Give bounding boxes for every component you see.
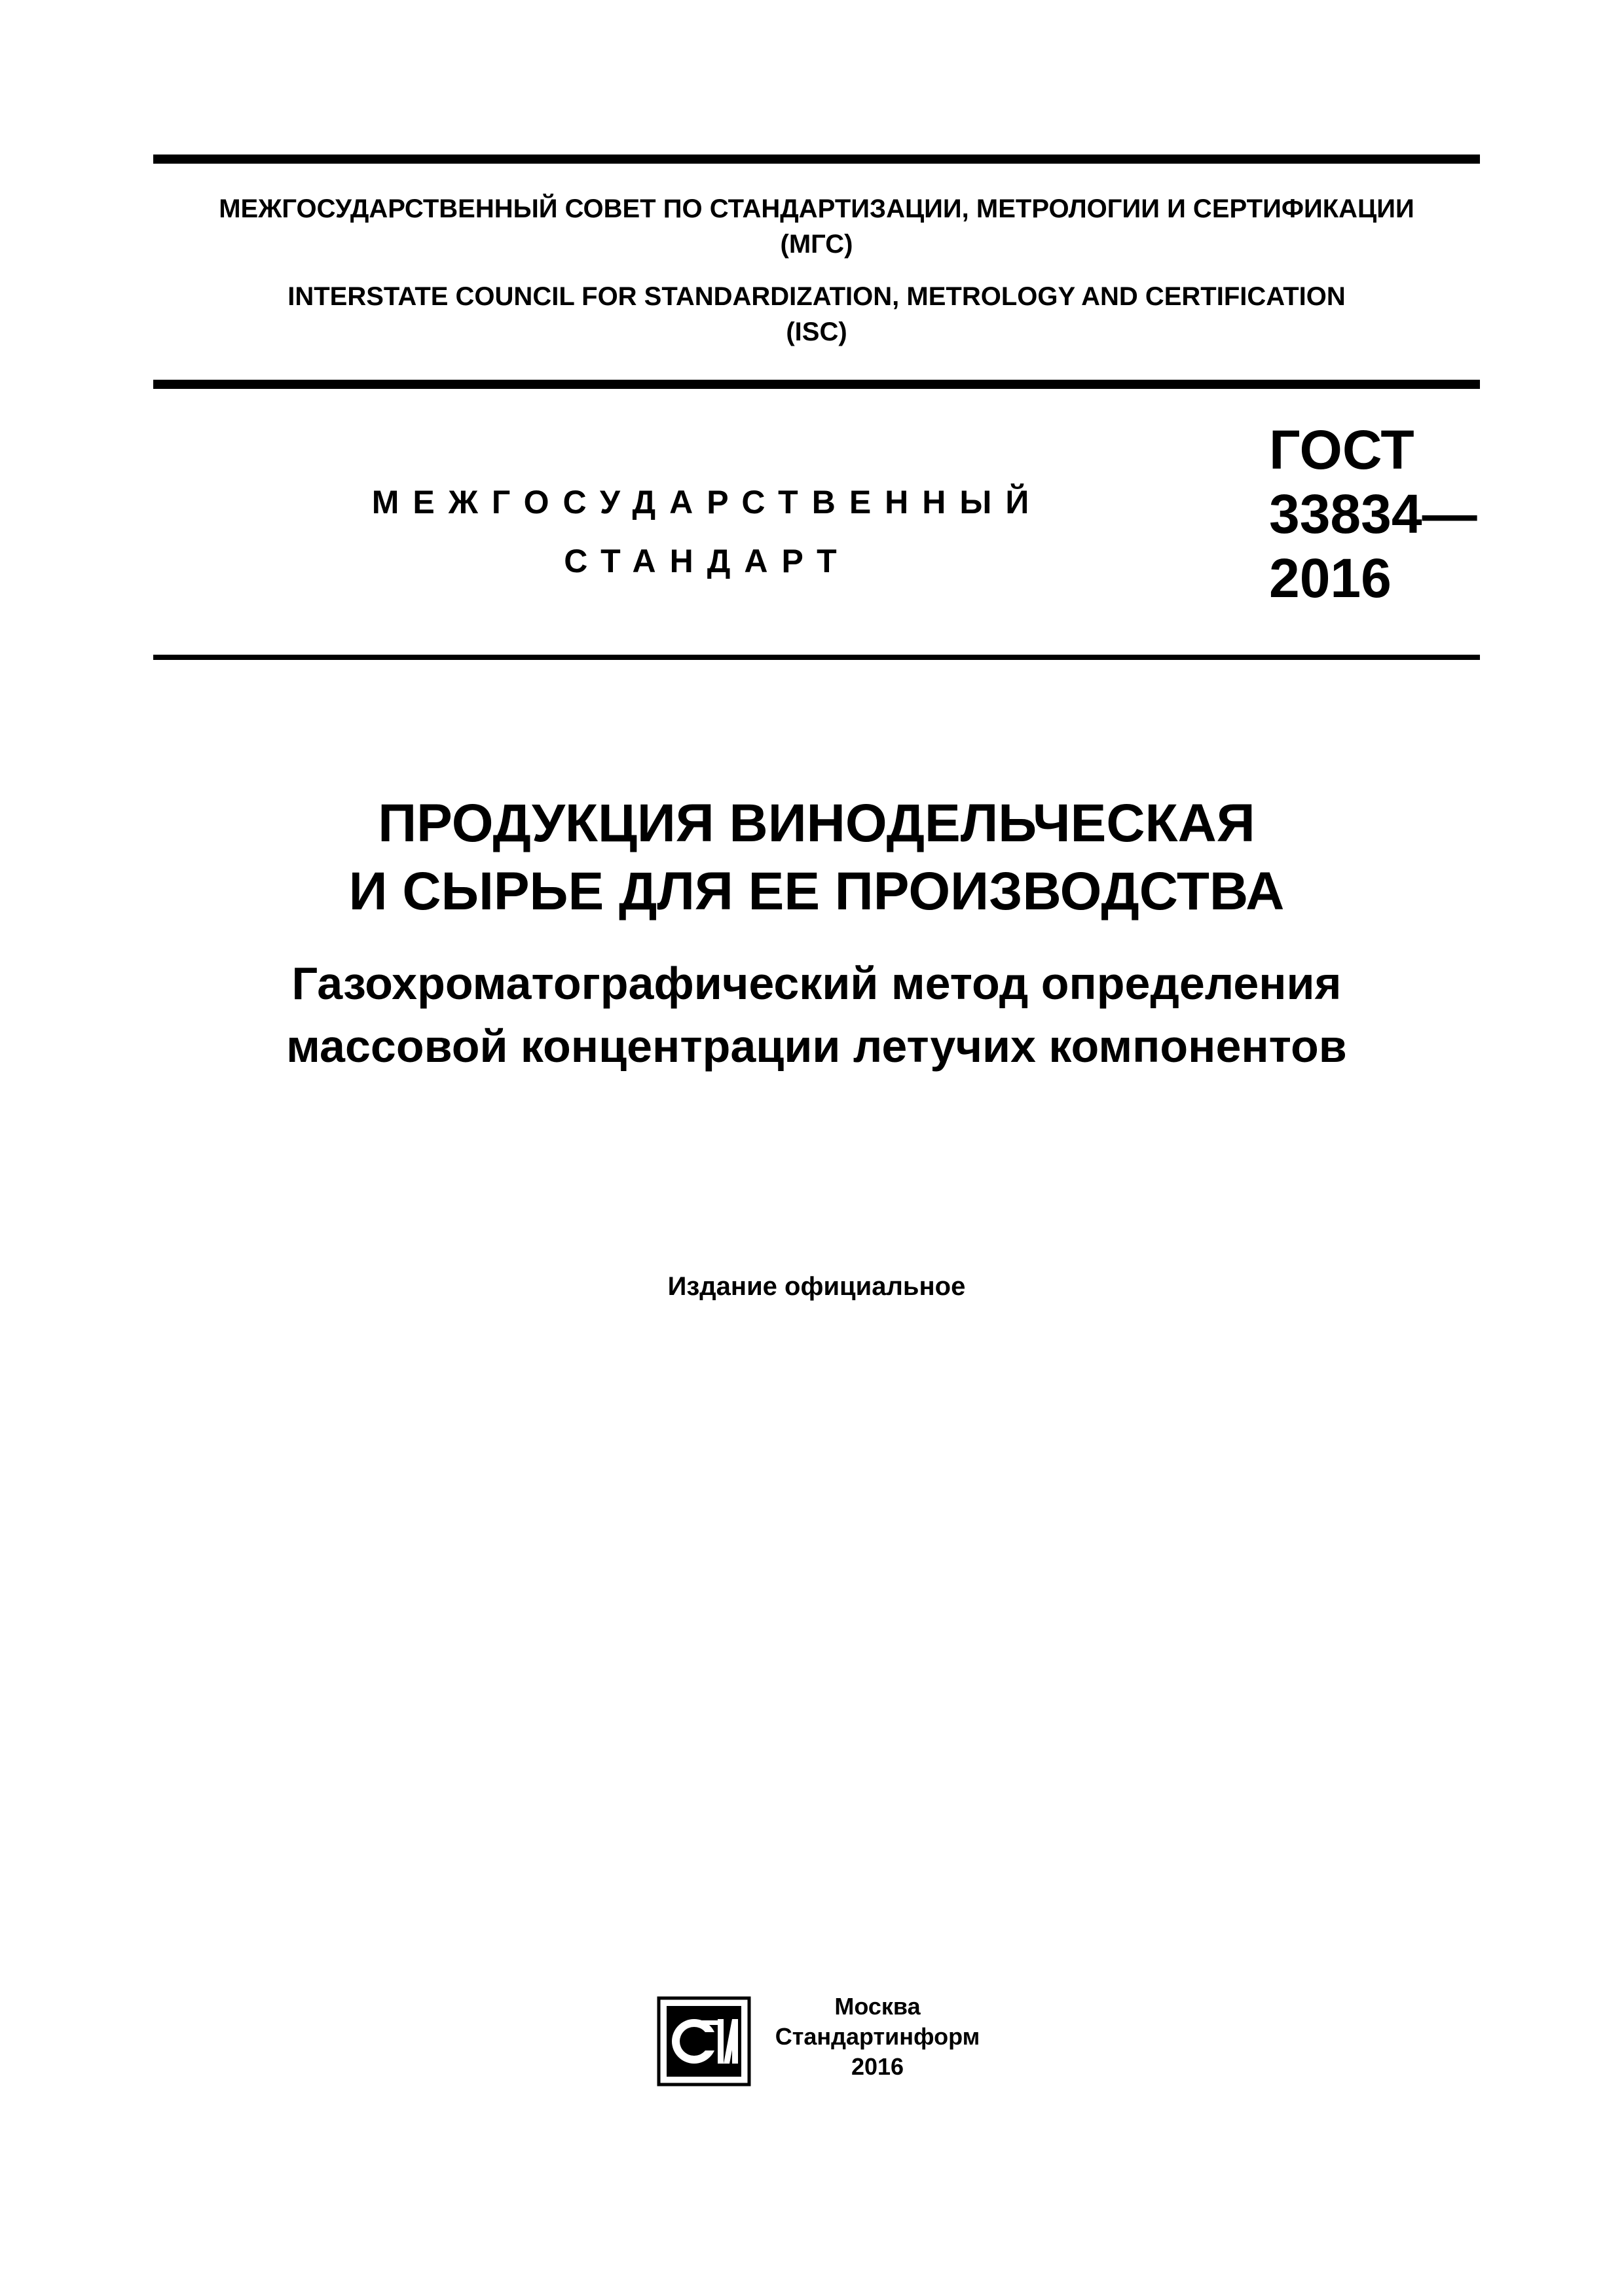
council-name-ru: МЕЖГОСУДАРСТВЕННЫЙ СОВЕТ ПО СТАНДАРТИЗАЦИИ, МЕТРОЛОГИИ И СЕРТИФИКАЦИИ: [219, 194, 1414, 223]
council-name-en: INTERSTATE COUNCIL FOR STANDARDIZATION, METROLOGY AND CERTIFICATION: [287, 282, 1346, 311]
bottom-rule: [153, 655, 1480, 660]
standartinform-logo-icon: [655, 1994, 753, 2088]
imprint-year: 2016: [851, 2053, 904, 2080]
title-line-2: И СЫРЬЕ ДЛЯ ЕЕ ПРОИЗВОДСТВА: [348, 862, 1285, 921]
subtitle-line-2: массовой концентрации летучих компонентов: [286, 1021, 1347, 1072]
gost-year: 2016: [1269, 547, 1392, 609]
council-header: [153, 191, 1480, 350]
document-title-block: [153, 790, 1480, 1078]
imprint-publisher: Стандартинформ: [775, 2023, 980, 2050]
standard-kind-line-1: МЕЖГОСУДАРСТВЕННЫЙ: [371, 484, 1043, 520]
subtitle-line-1: Газохроматографический метод определения: [291, 958, 1342, 1009]
middle-rule: [153, 380, 1480, 389]
standard-kind-line-2: СТАНДАРТ: [564, 543, 851, 579]
imprint-city: Москва: [834, 1993, 921, 2020]
edition-note: Издание официальное: [667, 1272, 966, 1301]
gost-number: [1269, 418, 1477, 610]
top-rule: [153, 155, 1480, 164]
standard-kind: [367, 473, 1048, 591]
council-abbr-en: (ISC): [786, 318, 847, 346]
gost-code: 33834—: [1269, 483, 1477, 545]
title-line-1: ПРОДУКЦИЯ ВИНОДЕЛЬЧЕСКАЯ: [378, 793, 1255, 853]
council-abbr-ru: (МГС): [780, 230, 853, 259]
publisher-block: [648, 1990, 1015, 2108]
gost-label: ГОСТ: [1269, 419, 1414, 481]
imprint: [766, 1992, 989, 2082]
